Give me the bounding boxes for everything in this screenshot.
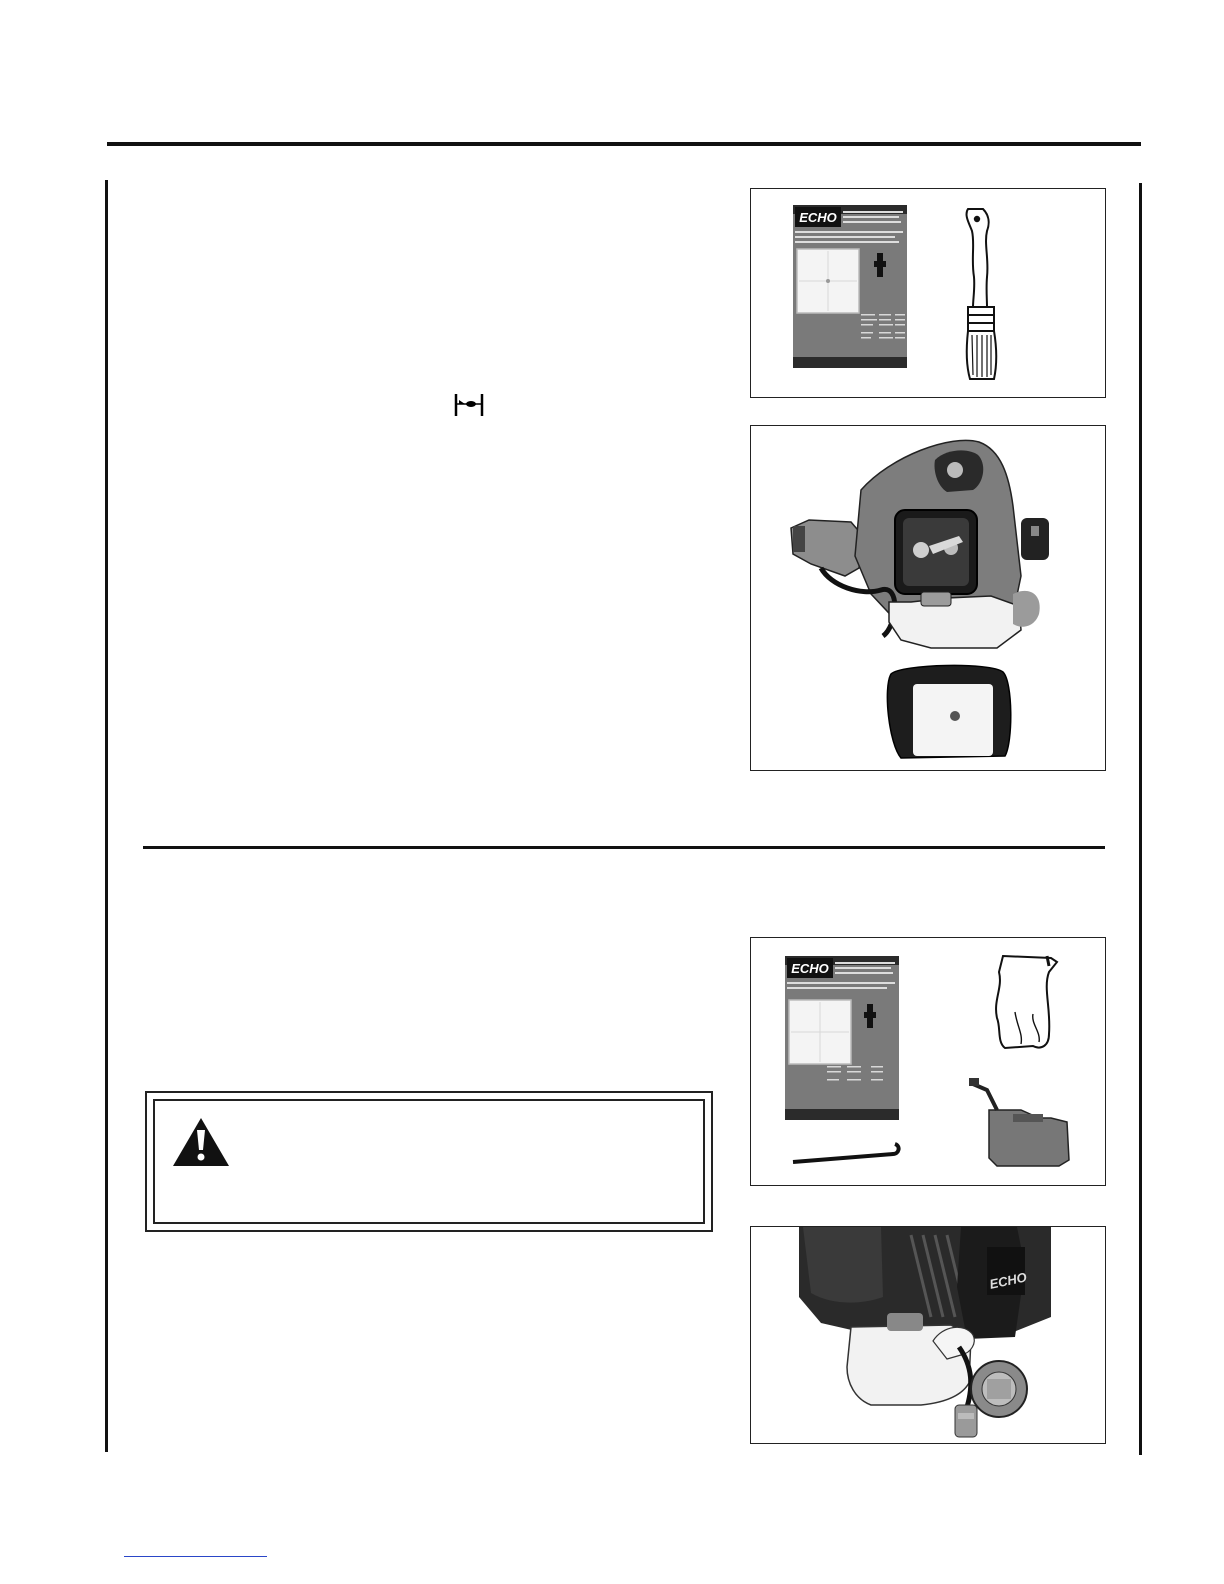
filter-kit-brush-illustration <box>751 189 1106 398</box>
hook-tool-illustration <box>793 1144 899 1162</box>
footer-link-underline <box>124 1556 267 1557</box>
card-brand-text-2: ECHO <box>791 961 829 976</box>
warning-triangle-icon <box>171 1116 231 1168</box>
figure-air-filter-cover-removed <box>750 425 1106 771</box>
figure-fuel-filter-tools <box>750 937 1106 1186</box>
card-brand-text: ECHO <box>799 210 837 225</box>
fuel-can-illustration <box>969 1078 1069 1166</box>
figure-filter-kit-and-brush <box>750 188 1106 398</box>
engine-brand-text: ECHO <box>988 1269 1028 1292</box>
right-margin-line <box>1139 183 1142 1455</box>
left-margin-line <box>105 180 108 1452</box>
warning-box <box>145 1091 713 1232</box>
fuel-tank-photo <box>751 1227 1106 1444</box>
top-rule <box>107 142 1141 146</box>
air-filter-removal-photo <box>751 426 1106 771</box>
fuel-filter-tools-illustration <box>751 938 1106 1186</box>
choke-run-symbol-icon <box>453 392 485 418</box>
figure-fuel-tank-opened <box>750 1226 1106 1444</box>
section-divider <box>143 846 1105 849</box>
brush-illustration <box>967 209 997 379</box>
warning-box-inner <box>153 1099 705 1224</box>
rag-illustration <box>996 956 1057 1048</box>
